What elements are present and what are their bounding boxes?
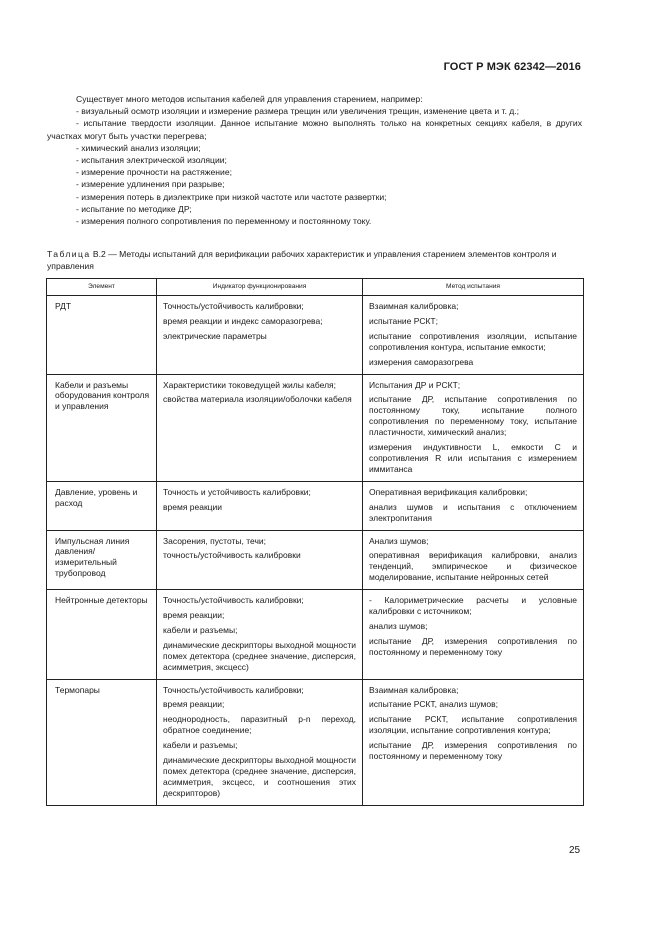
method-cell: [363, 530, 584, 590]
table-row: [47, 590, 584, 679]
indicator-line: Точность/устойчивость калибровки;: [163, 301, 304, 311]
indicator-line: Точность/устойчивость калибровки;: [163, 595, 304, 606]
list-item: - измерения полного сопротивления по переменному и постоянному току.: [76, 216, 372, 227]
method-line: Испытания ДР и РСКТ;: [369, 379, 461, 390]
element-cell: РДТ: [47, 296, 157, 375]
method-line: Оперативная верификация калибровки;: [369, 486, 528, 497]
method-cell: [363, 296, 584, 375]
indicator-line: электрические параметры: [163, 330, 267, 341]
intro-section: [47, 93, 582, 227]
table-row: [47, 374, 584, 481]
indicator-line: динамические дескрипторы выходной мощности помех детектора (среднее значение, дисперсия, асимметрия, эксцесс, и соотношения этих дескрипторов): [163, 755, 356, 798]
indicator-line: свойства материала изоляции/оболочки кабеля: [163, 394, 352, 405]
indicator-line: кабели и разъемы;: [163, 740, 238, 751]
indicator-cell: [157, 590, 363, 679]
indicator-line: Засорения, пустоты, течи;: [163, 535, 267, 546]
indicator-line: Точность и устойчивость калибровки;: [163, 486, 311, 497]
table-caption-text: — Методы испытаний для верификации рабочих характеристик и управления старением элементов контроля и управления: [47, 249, 557, 271]
element-cell: Импульсная линия давления/измерительный трубопровод: [47, 530, 157, 590]
list-item: - измерения потерь в диэлектрике при низкой частоте или частоте развертки;: [76, 191, 387, 202]
method-cell: [363, 374, 584, 481]
indicator-line: время реакции;: [163, 610, 225, 621]
method-line: измерения индуктивности L, емкости C и сопротивления R или испытания с измерением иммитанса: [369, 442, 577, 474]
method-line: испытание РСКТ;: [369, 315, 438, 326]
method-line: испытание РСКТ, испытание сопротивления изоляции, испытание сопротивления контура;: [369, 714, 577, 736]
indicator-cell: [157, 374, 363, 481]
element-cell: Нейтронные детекторы: [47, 590, 157, 679]
table-caption-label: Таблица: [47, 249, 91, 259]
methods-table: [46, 278, 584, 806]
intro-lead: Существует много методов испытания кабелей для управления старением, например:: [76, 94, 423, 104]
indicator-line: время реакции: [163, 501, 223, 512]
method-line: испытание ДР, измерения сопротивления по постоянному и переменному току: [369, 635, 577, 657]
column-header-indicator: Индикатор функционирования: [157, 279, 363, 296]
method-line: испытание сопротивления изоляции, испытание сопротивления контура, испытание емкости;: [369, 330, 577, 352]
indicator-line: неоднородность, паразитный p-n переход, обратное соединение;: [163, 714, 356, 736]
indicator-line: точность/устойчивость калибровки: [163, 550, 301, 561]
list-item: - измерение удлинения при разрыве;: [76, 179, 225, 190]
method-line: испытание ДР, испытание сопротивления по постоянному току, испытание полного сопротивления по переменному току, испытание пластичности, химический анализ;: [369, 394, 577, 438]
element-cell: Давление, уровень и расход: [47, 481, 157, 530]
table-caption: [47, 249, 582, 272]
indicator-line: кабели и разъемы;: [163, 624, 238, 635]
method-cell: [363, 481, 584, 530]
page-number: 25: [569, 845, 581, 856]
indicator-cell: [157, 530, 363, 590]
document-code: ГОСТ Р МЭК 62342—2016: [443, 61, 581, 73]
method-line: Взаимная калибровка;: [369, 684, 459, 695]
indicator-line: Точность/устойчивость калибровки;: [163, 684, 304, 695]
list-item: - испытание по методике ДР;: [76, 203, 192, 214]
indicator-line: динамические дескрипторы выходной мощности помех детектора (среднее значение, дисперсия, асимметрия, эксцесс): [163, 639, 356, 672]
indicator-cell: [157, 296, 363, 375]
method-cell: [363, 590, 584, 679]
list-item: - испытания электрической изоляции;: [76, 155, 227, 166]
method-line: испытание ДР, измерения сопротивления по постоянному и переменному току: [369, 740, 577, 762]
indicator-line: время реакции;: [163, 699, 225, 710]
method-line: Анализ шумов;: [369, 535, 429, 546]
table-row: [47, 530, 584, 590]
table-row: [47, 296, 584, 375]
table-row: [47, 679, 584, 805]
element-cell: Кабели и разъемы оборудования контроля и управления: [47, 374, 157, 481]
method-line: анализ шумов;: [369, 620, 428, 631]
method-cell: [363, 679, 584, 805]
list-item: - химический анализ изоляции;: [76, 142, 201, 153]
indicator-line: время реакции и индекс саморазогрева;: [163, 315, 323, 326]
element-cell: Термопары: [47, 679, 157, 805]
method-line: Взаимная калибровка;: [369, 301, 459, 311]
method-line: - Калориметрические расчеты и условные калибровки с источником;: [369, 595, 577, 617]
method-line: оперативная верификация калибровки, анализ тенденций, эмпирическое и физическое моделирование, испытание нейронных сетей: [369, 550, 577, 583]
method-line: анализ шумов и испытания с отключением электропитания: [369, 501, 577, 523]
method-line: испытание РСКТ, анализ шумов;: [369, 699, 498, 710]
column-header-element: Элемент: [47, 279, 157, 296]
list-item: - испытание твердости изоляции. Данное испытание можно выполнять только на конкретных секциях кабеля, в других участках могут быть участки перегрева;: [47, 118, 582, 141]
indicator-line: Характеристики токоведущей жилы кабеля;: [163, 379, 336, 390]
table-body: [47, 296, 584, 806]
table-row: [47, 481, 584, 530]
table-caption-number: В.2: [92, 249, 106, 259]
indicator-cell: [157, 481, 363, 530]
intro-list: [47, 105, 582, 227]
column-header-method: Метод испытания: [363, 279, 584, 296]
list-item: - измерение прочности на растяжение;: [76, 167, 232, 178]
table-header-row: [47, 279, 584, 296]
method-line: измерения саморазогрева: [369, 356, 474, 367]
list-item: - визуальный осмотр изоляции и измерение размера трещин или увеличения трещин, изменение цвета и т. д.;: [76, 106, 520, 117]
indicator-cell: [157, 679, 363, 805]
